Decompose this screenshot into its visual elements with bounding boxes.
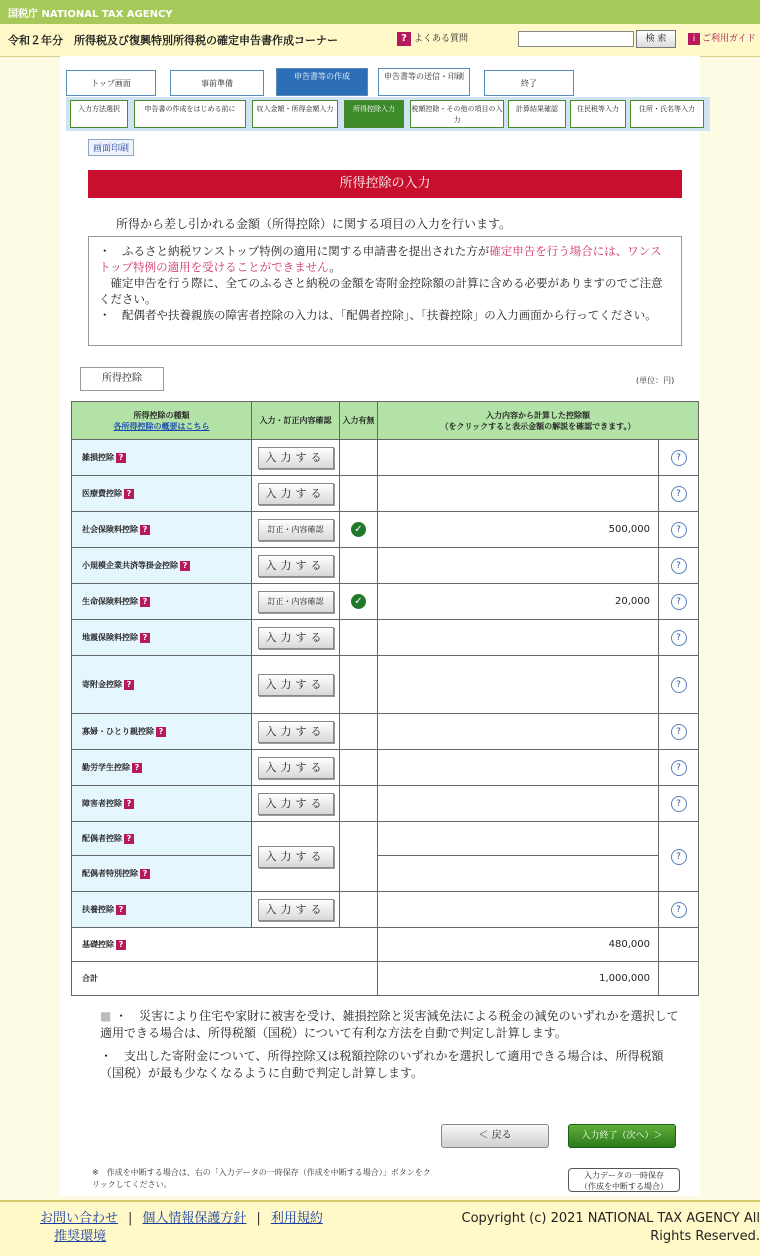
bottom-notes	[100, 1008, 680, 1082]
calc-cell	[659, 750, 699, 786]
row-name	[72, 892, 252, 928]
row-name	[72, 476, 252, 512]
row-name	[72, 548, 252, 584]
header-amount-label: 入力内容から計算した控除額	[486, 410, 590, 420]
calc-explain-icon[interactable]: ?	[671, 594, 687, 610]
table-row	[72, 750, 699, 786]
fix-confirm-button[interactable]: 訂正・内容確認	[258, 591, 334, 613]
row-status	[340, 476, 378, 512]
row-name	[72, 440, 252, 476]
deduction-tab: 所得控除	[80, 367, 164, 391]
help-icon[interactable]: ?	[156, 727, 166, 737]
row-name-text: 医療費控除	[82, 489, 122, 498]
calc-explain-icon[interactable]: ?	[671, 677, 687, 693]
basic-name	[72, 928, 378, 962]
calc-cell	[659, 892, 699, 928]
row-name-text: 扶養控除	[82, 905, 114, 914]
row-amount	[378, 892, 659, 928]
row-btn-cell	[252, 822, 340, 892]
notice-2: 確定申告を行う際に、全てのふるさと納税の金額を寄附金控除額の計算に含める必要がありますのでご注意ください。	[99, 276, 663, 306]
step-top-create: 申告書等の作成	[276, 68, 368, 96]
help-icon[interactable]: ?	[124, 680, 134, 690]
row-amount	[378, 856, 659, 892]
search-button[interactable]: 検 索	[636, 30, 676, 48]
total-empty	[659, 962, 699, 996]
header-type	[72, 402, 252, 440]
env-link[interactable]: 推奨環境	[54, 1229, 107, 1244]
step-top-home: トップ画面	[66, 70, 156, 96]
step-sub-6: 計算結果確認	[508, 100, 566, 128]
row-name-text: 生命保険料控除	[82, 597, 138, 606]
calc-explain-icon[interactable]: ?	[671, 486, 687, 502]
total-row	[72, 962, 699, 996]
row-name-text: 配偶者特別控除	[82, 869, 138, 878]
table-row	[72, 512, 699, 548]
title-bar	[0, 24, 760, 57]
row-btn-cell	[252, 512, 340, 548]
row-name-text: 地震保険料控除	[82, 633, 138, 642]
calc-cell	[659, 786, 699, 822]
contact-link[interactable]: お問い合わせ	[40, 1211, 119, 1226]
input-button[interactable]: 入力する	[258, 447, 334, 469]
print-screen-link[interactable]: 画面印刷	[88, 139, 134, 156]
row-status	[340, 440, 378, 476]
calc-explain-icon[interactable]: ?	[671, 630, 687, 646]
help-guide-link[interactable]	[688, 31, 756, 45]
input-button[interactable]: 入力する	[258, 627, 334, 649]
temp-save-button[interactable]	[568, 1168, 680, 1192]
page-app-title: 令和２年分 所得税及び復興特別所得税の確定申告書作成コーナー	[8, 34, 338, 47]
row-amount	[378, 476, 659, 512]
row-btn-cell	[252, 476, 340, 512]
privacy-link[interactable]: 個人情報保護方針	[142, 1211, 247, 1226]
table-row	[72, 440, 699, 476]
row-name	[72, 856, 252, 892]
input-button[interactable]: 入力する	[258, 757, 334, 779]
row-name	[72, 656, 252, 714]
help-icon[interactable]: ?	[180, 561, 190, 571]
help-icon[interactable]: ?	[132, 763, 142, 773]
calc-cell	[659, 656, 699, 714]
finish-next-button[interactable]: 入力終了（次へ）＞	[568, 1124, 676, 1148]
calc-explain-icon[interactable]: ?	[671, 902, 687, 918]
calc-explain-icon[interactable]: ?	[671, 522, 687, 538]
help-label: ご利用ガイド	[702, 34, 756, 44]
unit-label: (単位：円)	[636, 376, 675, 385]
notice-1c: 。	[329, 260, 341, 274]
row-btn-cell	[252, 786, 340, 822]
row-amount	[378, 714, 659, 750]
calc-cell	[659, 548, 699, 584]
row-btn-cell	[252, 440, 340, 476]
calc-explain-icon[interactable]: ?	[671, 558, 687, 574]
header-amount-sub: （をクリックすると表示金額の解説を確認できます。）	[440, 421, 636, 431]
table-row	[72, 714, 699, 750]
help-icon[interactable]: ?	[116, 453, 126, 463]
bottom-note-1	[100, 1008, 680, 1042]
row-name-text: 配偶者控除	[82, 834, 122, 843]
help-icon[interactable]: ?	[116, 905, 126, 915]
table-header-row	[72, 402, 699, 440]
row-status	[340, 786, 378, 822]
agency-name: 国税庁 NATIONAL TAX AGENCY	[8, 9, 173, 20]
total-name: 合計	[72, 962, 378, 996]
row-btn-cell	[252, 584, 340, 620]
calc-cell	[659, 512, 699, 548]
calc-cell	[659, 476, 699, 512]
footer	[0, 1200, 760, 1256]
table-row	[72, 476, 699, 512]
fix-confirm-button[interactable]: 訂正・内容確認	[258, 519, 334, 541]
basic-amount: 480,000	[378, 928, 659, 962]
table-row	[72, 822, 699, 856]
step-sub-7: 住民税等入力	[570, 100, 626, 128]
header-type-label: 所得控除の種類	[133, 410, 190, 420]
calc-explain-icon[interactable]: ?	[671, 724, 687, 740]
step-sub-2: 申告書の作成をはじめる前に	[134, 100, 246, 128]
row-name	[72, 750, 252, 786]
faq-label: よくある質問	[414, 34, 469, 44]
row-amount	[378, 440, 659, 476]
row-status	[340, 714, 378, 750]
step-sub-3: 収入金額・所得金額入力	[252, 100, 338, 128]
table-row	[72, 584, 699, 620]
row-name-text: 勤労学生控除	[82, 763, 130, 772]
row-btn-cell	[252, 548, 340, 584]
row-name-text: 障害者控除	[82, 799, 122, 808]
total-amount: 1,000,000	[378, 962, 659, 996]
help-icon[interactable]: ?	[124, 489, 134, 499]
input-button[interactable]: 入力する	[258, 899, 334, 921]
copyright-2: Rights Reserved.	[650, 1229, 760, 1244]
help-icon[interactable]: ?	[116, 940, 126, 950]
row-status	[340, 750, 378, 786]
input-button[interactable]: 入力する	[258, 846, 334, 868]
step-sub-1: 入力方法選択	[70, 100, 128, 128]
input-button[interactable]: 入力する	[258, 674, 334, 696]
deduction-overview-link[interactable]: 各所得控除の概要はこちら	[113, 421, 210, 431]
suspend-note: ※ 作成を中断する場合は、右の「入力データの一時保存（作成を中断する場合）」ボタンをクリックしてください。	[92, 1168, 431, 1189]
header-status: 入力有無	[340, 402, 378, 440]
calc-explain-icon[interactable]: ?	[671, 796, 687, 812]
basic-empty	[659, 928, 699, 962]
row-btn-cell	[252, 714, 340, 750]
row-name	[72, 714, 252, 750]
calc-cell	[659, 440, 699, 476]
calc-cell	[659, 822, 699, 892]
row-btn-cell	[252, 892, 340, 928]
table-row	[72, 548, 699, 584]
temp-save-sub: （作成を中断する場合）	[580, 1182, 668, 1191]
table-row	[72, 656, 699, 714]
step-sub-5: 税額控除・その他の項目の入力	[410, 100, 504, 128]
notice-3: ・ 配偶者や扶養親族の障害者控除の入力は、「配偶者控除」、「扶養控除」の入力画面から行ってください。	[99, 308, 657, 322]
step-sub-8: 住所・氏名等入力	[630, 100, 704, 128]
row-name	[72, 584, 252, 620]
input-button[interactable]: 入力する	[258, 483, 334, 505]
help-icon[interactable]: ?	[140, 633, 150, 643]
back-button[interactable]: ＜ 戻る	[441, 1124, 549, 1148]
copyright-1: Copyright (c) 2021 NATIONAL TAX AGENCY All	[461, 1211, 760, 1226]
row-amount	[378, 822, 659, 856]
page-title: 所得控除の入力	[88, 170, 682, 198]
row-amount	[378, 656, 659, 714]
table-row	[72, 892, 699, 928]
row-name-text: 寡婦・ひとり親控除	[82, 727, 154, 736]
help-icon[interactable]: ?	[140, 597, 150, 607]
row-status	[340, 892, 378, 928]
search-input[interactable]	[518, 31, 634, 47]
terms-link[interactable]: 利用規約	[270, 1211, 323, 1226]
row-status	[340, 548, 378, 584]
row-btn-cell	[252, 620, 340, 656]
help-icon[interactable]: ?	[124, 834, 134, 844]
header-input: 入力・訂正内容確認	[252, 402, 340, 440]
row-name	[72, 822, 252, 856]
step-sub-4: 所得控除入力	[344, 100, 404, 128]
row-amount: 500,000	[378, 512, 659, 548]
step-top-end: 終了	[484, 70, 574, 96]
row-btn-cell	[252, 656, 340, 714]
row-btn-cell	[252, 750, 340, 786]
basic-name-text: 基礎控除	[82, 940, 114, 949]
basic-deduction-row	[72, 928, 699, 962]
row-status	[340, 656, 378, 714]
notice-box	[88, 236, 682, 346]
note-mark: ■	[100, 1009, 116, 1023]
help-icon[interactable]: ?	[140, 525, 150, 535]
input-button[interactable]: 入力する	[258, 721, 334, 743]
row-name	[72, 512, 252, 548]
row-name-text: 小規模企業共済等掛金控除	[82, 561, 178, 570]
row-amount	[378, 548, 659, 584]
table-row	[72, 620, 699, 656]
row-amount	[378, 620, 659, 656]
row-status	[340, 512, 378, 548]
agency-bar	[0, 0, 760, 24]
calc-cell	[659, 584, 699, 620]
calc-cell	[659, 714, 699, 750]
notice-1a: ・ ふるさと納税ワンストップ特例の適用に関する申請書を提出された方が	[99, 244, 490, 258]
footer-links: お問い合わせ | 個人情報保護方針 | 利用規約 推奨環境	[40, 1211, 323, 1244]
help-icon[interactable]: ?	[124, 799, 134, 809]
input-button[interactable]: 入力する	[258, 793, 334, 815]
row-name-text: 雑損控除	[82, 453, 114, 462]
check-icon: ✓	[351, 594, 366, 609]
copyright	[380, 1210, 760, 1246]
guide-icon: i	[688, 33, 700, 45]
bottom-note-1-text: ・ 災害により住宅や家財に被害を受け、雑損控除と災害減免法による税金の減免のいずれかを選択して適用できる場合は、所得税額（国税）について有利な方法を自動で判定し計算します。	[100, 1009, 679, 1040]
input-button[interactable]: 入力する	[258, 555, 334, 577]
header-amount	[378, 402, 699, 440]
row-status	[340, 822, 378, 892]
check-icon: ✓	[351, 522, 366, 537]
step-top-send: 申告書等の送信・印刷	[378, 68, 470, 96]
deduction-table	[71, 401, 699, 996]
question-icon: ?	[397, 32, 411, 46]
row-name-text: 寄附金控除	[82, 680, 122, 689]
row-name	[72, 786, 252, 822]
calc-explain-icon[interactable]: ?	[671, 450, 687, 466]
table-row	[72, 856, 699, 892]
bottom-note-2: ・ 支出した寄附金について、所得控除又は税額控除のいずれかを選択して適用できる場合は、所得税額（国税）が最も少なくなるように自動で判定し計算します。	[100, 1049, 664, 1080]
row-amount	[378, 786, 659, 822]
temp-save-label: 入力データの一時保存	[584, 1171, 664, 1180]
table-row	[72, 786, 699, 822]
notice-1b: 確定申告を行う場合には、ワンストップ特例の適用を受けることができません	[99, 244, 662, 274]
row-amount	[378, 750, 659, 786]
lead-text: 所得から差し引かれる金額（所得控除）に関する項目の入力を行います。	[116, 217, 512, 231]
faq-link[interactable]	[397, 31, 468, 46]
row-amount: 20,000	[378, 584, 659, 620]
row-status	[340, 584, 378, 620]
row-name-text: 社会保険料控除	[82, 525, 138, 534]
row-status	[340, 620, 378, 656]
row-name	[72, 620, 252, 656]
help-icon[interactable]: ?	[140, 869, 150, 879]
step-top-prep: 事前準備	[170, 70, 264, 96]
calc-cell	[659, 620, 699, 656]
calc-explain-icon[interactable]: ?	[671, 760, 687, 776]
calc-explain-icon[interactable]: ?	[671, 849, 687, 865]
